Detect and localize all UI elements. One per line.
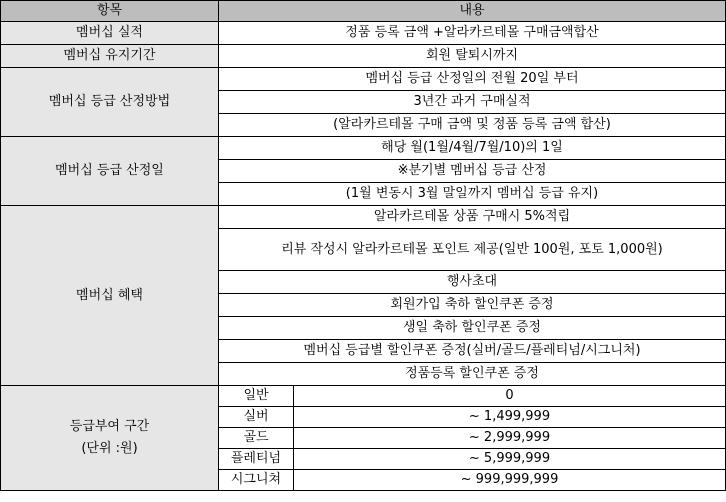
header-item-cell: 항목	[1, 1, 219, 22]
grade-date-row	[1, 137, 726, 160]
grade-date-line: 해당 월(1월/4월/7월/10)의 1일	[219, 137, 726, 160]
grade-range-cell: ~ 1,499,999	[294, 407, 726, 428]
grade-name-cell: 일반	[219, 386, 294, 407]
grade-method-row	[1, 68, 726, 91]
grade-method-label: 멤버십 등급 산정방법	[1, 68, 219, 137]
header-row	[1, 1, 726, 22]
grade-range-row	[1, 386, 726, 407]
grade-date-label: 멤버십 등급 산정일	[1, 137, 219, 206]
performance-value: 정품 등록 금액 +알라카르테몰 구매금액합산	[219, 22, 726, 45]
benefit-item: 알라카르테몰 상품 구매시 5%적립	[219, 206, 726, 229]
grade-method-line: 3년간 과거 구매실적	[219, 91, 726, 114]
benefit-item: 행사초대	[219, 271, 726, 294]
grade-name-cell: 플레티넘	[219, 449, 294, 470]
grade-ranges-unit: (단위 :원)	[81, 441, 138, 456]
grade-range-cell: ~ 2,999,999	[294, 428, 726, 449]
grade-ranges-label	[1, 386, 219, 491]
grade-range-cell: ~ 999,999,999	[294, 470, 726, 491]
period-label: 멤버십 유지기간	[1, 45, 219, 68]
grade-name-cell: 골드	[219, 428, 294, 449]
benefit-item: 정품등록 할인쿠폰 증정	[219, 363, 726, 386]
grade-ranges-title: 등급부여 구간	[69, 419, 150, 435]
grade-range-cell: ~ 5,999,999	[294, 449, 726, 470]
header-content-cell: 내용	[219, 1, 726, 22]
grade-name-cell: 시그니쳐	[219, 470, 294, 491]
grade-date-line: (1월 변동시 3월 말일까지 멤버십 등급 유지)	[219, 183, 726, 206]
grade-range-cell: 0	[294, 386, 726, 407]
grade-date-line: ※분기별 멤버십 등급 산정	[219, 160, 726, 183]
grade-method-line: 멤버십 등급 산정일의 전월 20일 부터	[219, 68, 726, 91]
benefits-label: 멤버십 혜택	[1, 206, 219, 386]
benefit-row	[1, 206, 726, 229]
grade-method-line: (알라카르테몰 구매 금액 및 정품 등록 금액 합산)	[219, 114, 726, 137]
benefit-item: 멤버십 등급별 할인쿠폰 증정(실버/골드/플레티넘/시그니처)	[219, 340, 726, 363]
performance-row	[1, 22, 726, 45]
period-value: 회원 탈퇴시까지	[219, 45, 726, 68]
performance-label: 멤버십 실적	[1, 22, 219, 45]
benefit-item: 리뷰 작성시 알라카르테몰 포인트 제공(일반 100원, 포토 1,000원)	[219, 229, 726, 271]
benefit-item: 회원가입 축하 할인쿠폰 증정	[219, 294, 726, 317]
grade-name-cell: 실버	[219, 407, 294, 428]
period-row	[1, 45, 726, 68]
benefit-item: 생일 축하 할인쿠폰 증정	[219, 317, 726, 340]
